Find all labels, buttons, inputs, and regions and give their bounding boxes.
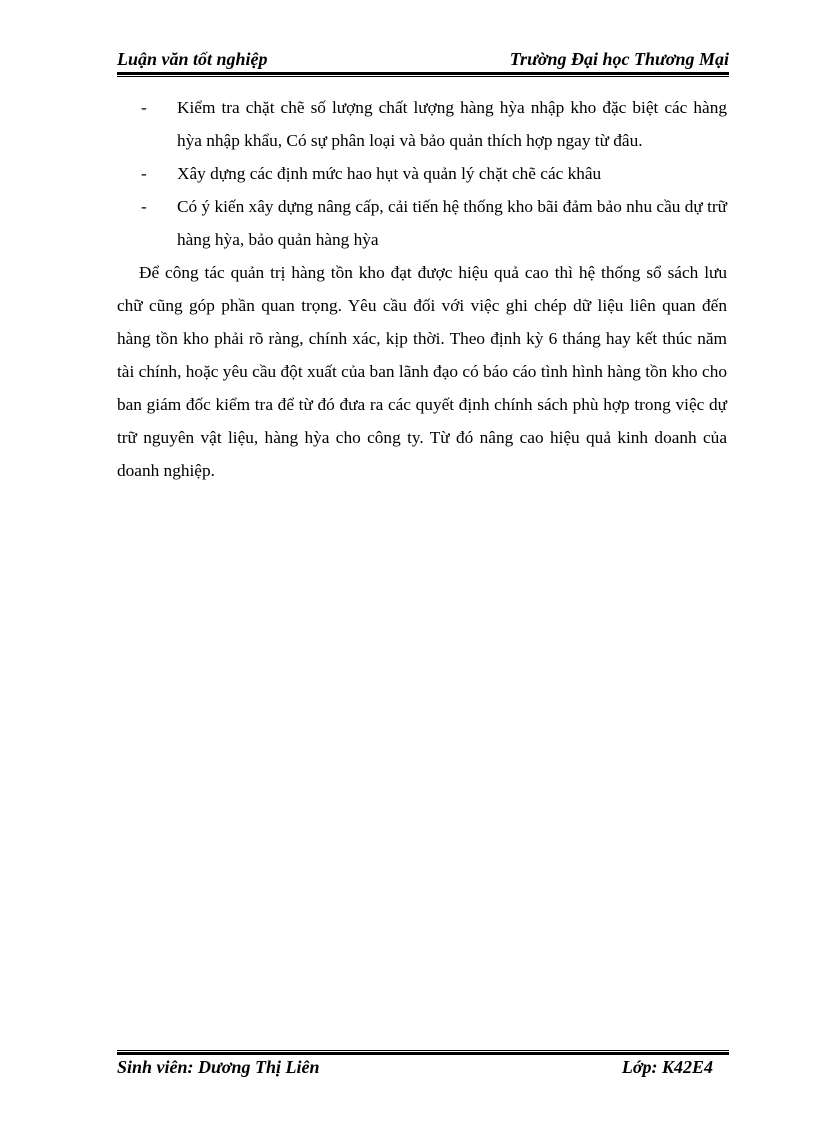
bullet-marker: - [141,98,147,117]
bullet-marker: - [141,197,147,216]
bullet-marker: - [141,164,147,183]
header-university-name: Trường Đại học Thương Mại [509,49,729,69]
page-header [117,46,729,72]
bullet-text: Có ý kiến xây dựng nâng cấp, cải tiến hệ thống kho bãi đảm bảo nhu cầu dự trữ hàng hỳa, bảo quản hàng hỳa [177,197,727,249]
bullet-text: Kiểm tra chặt chẽ số lượng chất lượng hàng hỳa nhập kho đặc biệt các hàng hỳa nhập khẩu, Có sự phân loại và bảo quản thích hợp ngay từ đâu. [177,98,727,150]
footer-rule [117,1050,729,1051]
header-rule [117,72,729,75]
bullet-item [117,91,727,157]
bullet-item [117,157,727,190]
footer-student-name: Sinh viên: Dương Thị Liên [117,1057,320,1077]
page-body [117,91,727,487]
bullet-item [117,190,727,256]
header-thesis-title: Luận văn tốt nghiệp [117,49,268,69]
bullet-text: Xây dựng các định mức hao hụt và quản lý chặt chẽ các khâu [177,164,602,183]
footer-class-code: Lớp: K42E4 [621,1057,713,1077]
page-footer [117,1054,713,1080]
body-paragraph: Để công tác quản trị hàng tồn kho đạt được hiệu quả cao thì hệ thống sổ sách lưu chữ cũng góp phần quan trọng. Yêu cầu đối với việc ghi chép dữ liệu liên quan đến hàng tồn kho phải rõ ràng, chính xác, kịp thời. Theo định kỳ 6 tháng hay kết thúc năm tài chính, hoặc yêu cầu đột xuất của ban lãnh đạo có báo cáo tình hình hàng tồn kho cho ban giám đốc kiểm tra để từ đó đưa ra các quyết định chính sách phù hợp trong việc dự trữ nguyên vật liệu, hàng hỳa cho công ty. Từ đó nâng cao hiệu quả kinh doanh của doanh nghiệp. [117,263,727,480]
